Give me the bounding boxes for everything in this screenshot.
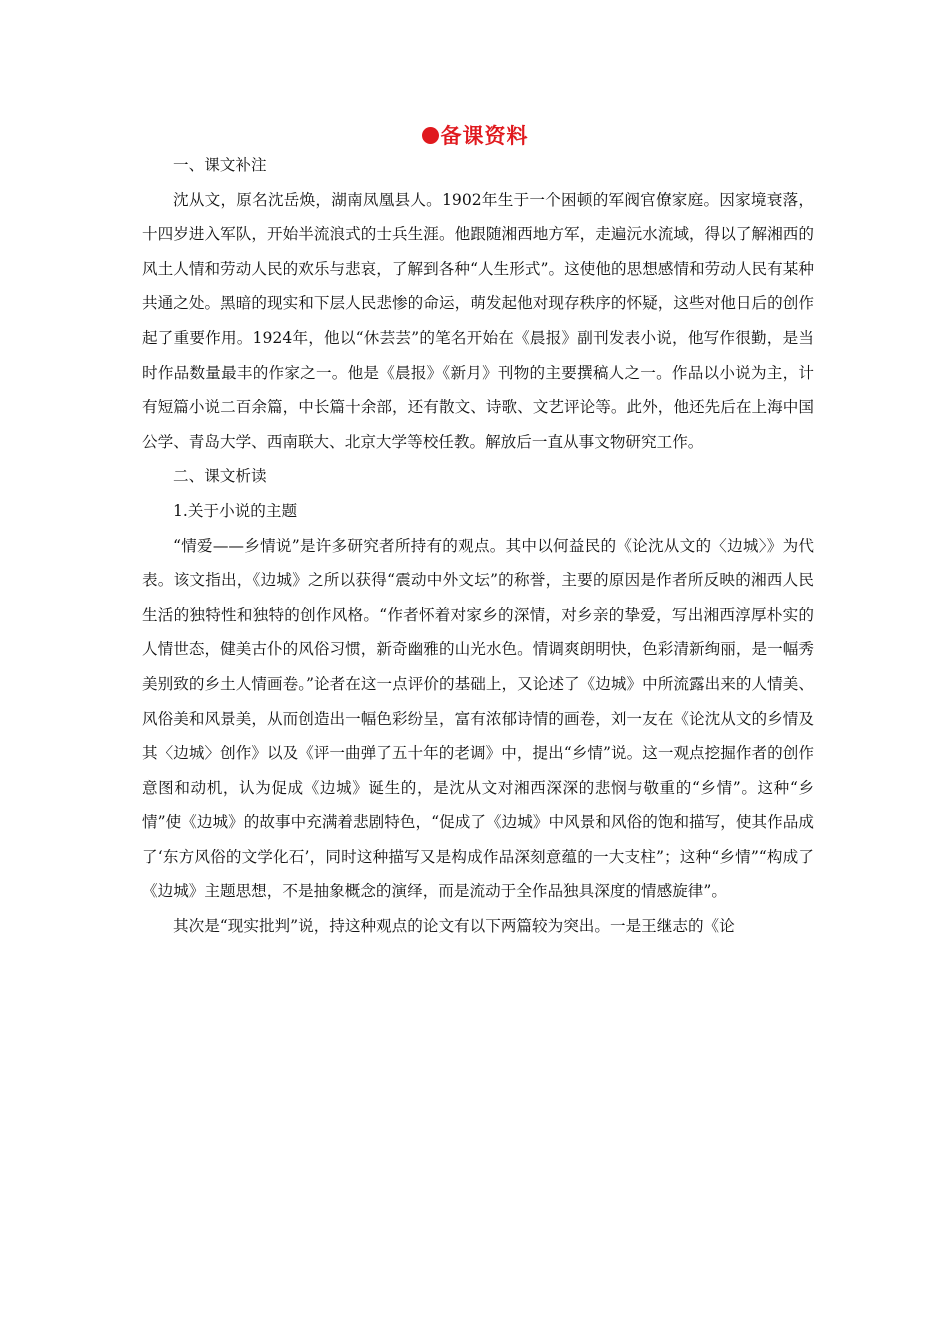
section-heading-2: 二、课文析读: [173, 467, 267, 486]
title-text: 备课资料: [440, 124, 529, 148]
bullet-dot-icon: [422, 127, 439, 144]
document-body: [142, 148, 814, 944]
paragraph-realism-critique: 其次是“现实批判”说，持这种观点的论文有以下两篇较为突出。一是王继志的《论: [173, 917, 735, 936]
document-title: [0, 120, 950, 150]
paragraph-author-notes: 沈从文，原名沈岳焕，湖南凤凰县人。1902年生于一个困顿的军阀官僚家庭。因家境衰落，十四岁进入军队，开始半流浪式的士兵生涯。他跟随湘西地方军，走遍沅水流域，得以了解湘西的风土人情和劳动人民的欢乐与悲哀，了解到各种“人生形式”。这使他的思想感情和劳动人民有某种共通之处。黑暗的现实和下层人民悲惨的命运，萌发起他对现存秩序的怀疑，这些对他日后的创作起了重要作用。1924年，他以“休芸芸”的笔名开始在《晨报》副刊发表小说，他写作很勤，是当时作品数量最丰的作家之一。他是《晨报》《新月》刊物的主要撰稿人之一。作品以小说为主，计有短篇小说二百余篇，中长篇十余部，还有散文、诗歌、文艺评论等。此外，他还先后在上海中国公学、青岛大学、西南联大、北京大学等校任教。解放后一直从事文物研究工作。: [142, 190, 814, 451]
subsection-heading-theme: 1.关于小说的主题: [173, 501, 298, 520]
paragraph-theme-analysis: “情爱——乡情说”是许多研究者所持有的观点。其中以何益民的《论沈从文的〈边城〉》为代表。该文指出，《边城》之所以获得“震动中外文坛”的称誉，主要的原因是作者所反映的湘西人民生活的独特性和独特的创作风格。“作者怀着对家乡的深情，对乡亲的挚爱，写出湘西淳厚朴实的人情世态，健美古仆的风俗习惯，新奇幽雅的山光水色。情调爽朗明快，色彩清新绚丽，是一幅秀美别致的乡土人情画卷。”论者在这一点评价的基础上，又论述了《边城》中所流露出来的人情美、风俗美和风景美，从而创造出一幅色彩纷呈，富有浓郁诗情的画卷，刘一友在《论沈从文的乡情及其〈边城〉创作》以及《评一曲弹了五十年的老调》中，提出“乡情”说。这一观点挖掘作者的创作意图和动机，认为促成《边城》诞生的，是沈从文对湘西深深的悲悯与敬重的“乡情”。这种“乡情”使《边城》的故事中充满着悲剧特色，“促成了《边城》中风景和风俗的饱和描写，使其作品成了‘东方风俗的文学化石’，同时这种描写又是构成作品深刻意蕴的一大支柱”；这种“乡情”“构成了《边城》主题思想，不是抽象概念的演绎，而是流动于全作品独具深度的情感旋律”。: [142, 536, 814, 901]
section-heading-1: 一、课文补注: [173, 156, 267, 174]
